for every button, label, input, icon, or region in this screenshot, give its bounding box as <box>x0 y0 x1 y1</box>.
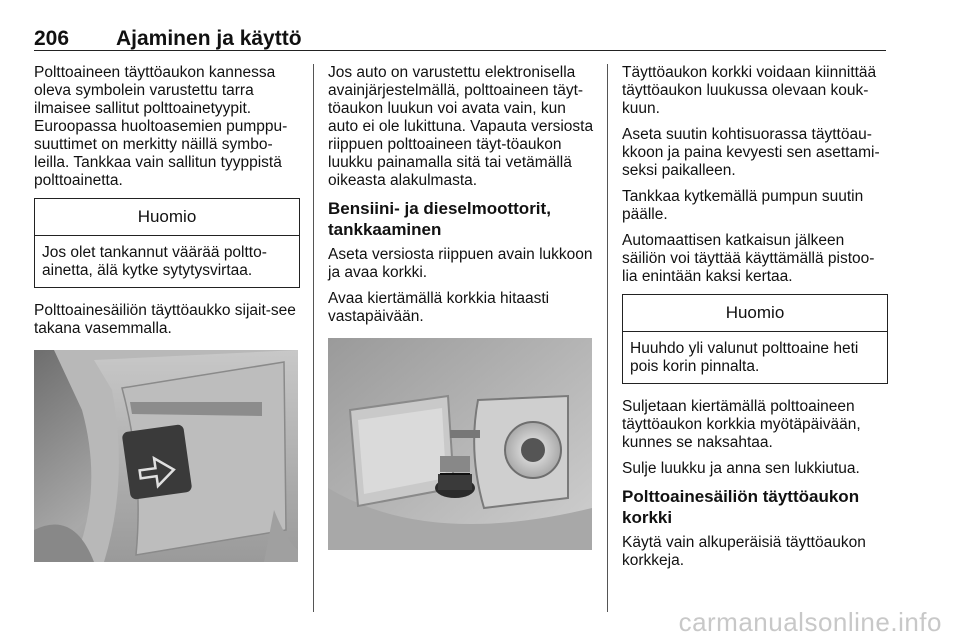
note-box <box>34 198 300 288</box>
paragraph: Käytä vain alkuperäisiä täyttöaukon korkkeja. <box>622 534 866 569</box>
paragraph: Polttoainesäiliön täyttöaukko sijait-see takana vasemmalla. <box>34 302 296 337</box>
page-number: 206 <box>34 27 70 50</box>
note-body: Huuhdo yli valunut polttoaine heti pois korin pinnalta. <box>630 340 859 375</box>
paragraph: Täyttöaukon korkki voidaan kiinnittää täyttöaukon luukussa olevaan kouk-kuun. <box>622 64 877 117</box>
watermark: carmanualsonline.info <box>678 607 942 637</box>
note-body: Jos olet tankannut väärää poltto-ainetta, älä kytke sytytysvirtaa. <box>42 244 267 279</box>
section-heading: Bensiini- ja dieselmoottorit, tankkaaminen <box>328 199 551 239</box>
paragraph: Avaa kiertämällä korkkia hitaasti vastapäivään. <box>328 290 550 325</box>
paragraph: Aseta versiosta riippuen avain lukkoon ja avaa korkki. <box>328 246 593 281</box>
paragraph: Aseta suutin kohtisuorassa täyttöau-kkoon ja paina kevyesti sen asettami-seksi paikalleen. <box>622 126 880 179</box>
fuel-door-illustration <box>34 350 300 567</box>
chapter-title: Ajaminen ja käyttö <box>116 27 302 50</box>
section-heading: Polttoainesäiliön täyttöaukon korkki <box>622 487 860 527</box>
column-1 <box>34 64 300 567</box>
note-title: Huomio <box>623 295 887 332</box>
open-fuel-cap-illustration <box>328 338 594 555</box>
paragraph: Tankkaa kytkemällä pumpun suutin päälle. <box>622 188 864 223</box>
paragraph: Automaattisen katkaisun jälkeen säiliön voi täyttää käyttämällä pistoo-lia enintään kaksi kertaa. <box>622 232 875 285</box>
note-title: Huomio <box>35 199 299 236</box>
paragraph: Sulje luukku ja anna sen lukkiutua. <box>622 460 860 477</box>
column-2 <box>328 64 594 555</box>
column-divider <box>607 64 608 612</box>
column-3 <box>622 64 888 578</box>
column-divider <box>313 64 314 612</box>
paragraph: Polttoaineen täyttöaukon kannessa oleva symbolein varustettu tarra ilmaisee sallitut polttoainetyypit. Euroopassa huoltoasemien pumppu-suuttimet on merkitty näillä symbo-leilla. Tankkaa vain sallitun tyyppistä polttoainetta. <box>34 64 288 189</box>
note-box <box>622 294 888 384</box>
page-header <box>34 28 886 51</box>
paragraph: Suljetaan kiertämällä polttoaineen täyttöaukon korkkia myötäpäivään, kunnes se naksahtaa. <box>622 398 861 451</box>
paragraph: Jos auto on varustettu elektronisella avainjärjestelmällä, polttoaineen täyt-töaukon luukun voi avata vain, kun auto ei ole lukittuna. Vapauta versiosta riippuen polttoaineen täyt-töaukon luukku painamalla sitä tai vetämällä oikeasta alakulmasta. <box>328 64 594 189</box>
